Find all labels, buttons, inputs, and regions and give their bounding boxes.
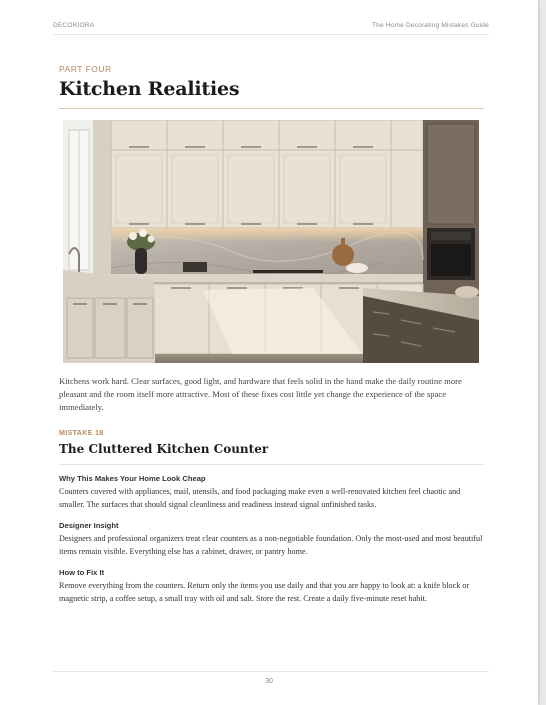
fix-heading: How to Fix It [59,568,105,577]
mistake-title: The Cluttered Kitchen Counter [59,442,269,456]
footer-divider [53,671,489,672]
mistake-divider [59,464,484,465]
insight-heading: Designer Insight [59,521,119,530]
why-paragraph: Counters covered with appliances, mail, utensils, and food packaging make even a well-renovated kitchen feel chaotic and smaller. The surfaces that should signal cleanliness and readiness instead signal unfinished tasks. [59,487,461,509]
mistake-label: MISTAKE 18 [59,430,104,437]
why-heading: Why This Makes Your Home Look Cheap [59,474,206,483]
fix-paragraph: Remove everything from the counters. Return only the items you use daily and that you are happy to look at: a knife block or magnetic strip, a coffee setup, a small tray with oil and salt. Store the rest. Create a daily five-minute reset habit. [59,581,470,603]
title-divider [59,108,484,109]
page-number: 30 [265,678,273,685]
insight-paragraph: Designers and professional organizers treat clear counters as a non-negotiable foundation. Only the most-used and most beautiful items remain visible. Everything else has a cabinet, drawer, or pantry home. [59,534,483,556]
running-header [53,20,489,35]
part-label: PART FOUR [59,64,112,74]
chapter-title: Kitchen Realities [59,78,240,100]
brand-name: DECORIORA [53,22,95,29]
kitchen-photo [63,120,479,363]
guide-title: The Home Decorating Mistakes Guide [372,22,489,29]
intro-paragraph: Kitchens work hard. Clear surfaces, good light, and hardware that feels solid in the hand make the daily routine more pleasant and the room itself more attractive. Most of these fixes cost little yet change the experience of the space immediately. [59,376,462,412]
